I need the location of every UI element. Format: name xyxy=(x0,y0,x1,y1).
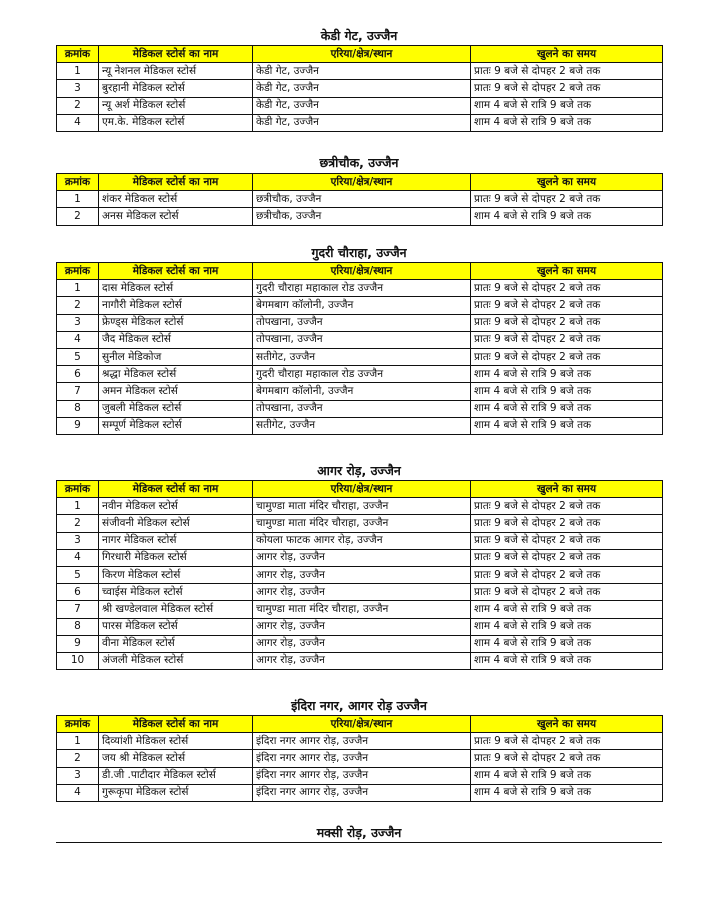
header-time: खुलने का समय xyxy=(471,716,663,733)
cell-time: प्रातः 9 बजे से दोपहर 2 बजे तक xyxy=(471,584,663,601)
cell-time: प्रातः 9 बजे से दोपहर 2 बजे तक xyxy=(471,63,663,80)
cell-area: आगर रोड़, उज्जैन xyxy=(253,618,471,635)
cell-time: प्रातः 9 बजे से दोपहर 2 बजे तक xyxy=(471,549,663,566)
cell-time: प्रातः 9 बजे से दोपहर 2 बजे तक xyxy=(471,80,663,97)
cell-serial: 10 xyxy=(57,652,99,669)
cell-time: शाम 4 बजे से रात्रि 9 बजे तक xyxy=(471,618,663,635)
cell-serial: 6 xyxy=(57,366,99,383)
cell-area: चामुण्डा माता मंदिर चौराहा, उज्जैन xyxy=(253,601,471,618)
cell-time: प्रातः 9 बजे से दोपहर 2 बजे तक xyxy=(471,297,663,314)
cell-serial: 9 xyxy=(57,417,99,434)
table-row xyxy=(57,566,663,583)
cell-serial: 4 xyxy=(57,331,99,348)
cell-store-name: एम.के. मेडिकल स्टोर्स xyxy=(99,114,253,131)
table-row xyxy=(57,114,663,131)
cell-store-name: सम्पूर्ण मेडिकल स्टोर्स xyxy=(99,417,253,434)
cell-time: प्रातः 9 बजे से दोपहर 2 बजे तक xyxy=(471,566,663,583)
cell-time: शाम 4 बजे से रात्रि 9 बजे तक xyxy=(471,652,663,669)
cell-store-name: किरण मेडिकल स्टोर्स xyxy=(99,566,253,583)
header-serial: क्रमांक xyxy=(57,716,99,733)
cell-area: इंदिरा नगर आगर रोड़, उज्जैन xyxy=(253,733,471,750)
header-name: मेडिकल स्टोर्स का नाम xyxy=(99,716,253,733)
cell-area: चामुण्डा माता मंदिर चौराहा, उज्जैन xyxy=(253,498,471,515)
cell-area: केडी गेट, उज्जैन xyxy=(253,63,471,80)
cell-area: बेगमबाग कॉलोनी, उज्जैन xyxy=(253,383,471,400)
cell-area: इंदिरा नगर आगर रोड़, उज्जैन xyxy=(253,784,471,801)
section-title: इंदिरा नगर, आगर रोड़ उज्जैन xyxy=(291,698,427,713)
cell-time: शाम 4 बजे से रात्रि 9 बजे तक xyxy=(471,784,663,801)
table-row xyxy=(57,417,663,434)
cell-store-name: दिव्यांशी मेडिकल स्टोर्स xyxy=(99,733,253,750)
cell-area: गुदरी चौराहा महाकाल रोड उज्जैन xyxy=(253,280,471,297)
table-row xyxy=(57,784,663,801)
cell-serial: 2 xyxy=(57,208,99,225)
cell-store-name: श्रद्धा मेडिकल स्टोर्स xyxy=(99,366,253,383)
cell-serial: 4 xyxy=(57,784,99,801)
stores-table xyxy=(56,715,663,802)
cell-area: छत्रीचौक, उज्जैन xyxy=(253,208,471,225)
cell-time: शाम 4 बजे से रात्रि 9 बजे तक xyxy=(471,366,663,383)
cell-store-name: शंकर मेडिकल स्टोर्स xyxy=(99,191,253,208)
table-row xyxy=(57,63,663,80)
table-row xyxy=(57,80,663,97)
cell-store-name: वीना मेडिकल स्टोर्स xyxy=(99,635,253,652)
stores-table xyxy=(56,45,663,132)
table-row xyxy=(57,314,663,331)
cell-store-name: नागौरी मेडिकल स्टोर्स xyxy=(99,297,253,314)
cell-area: केडी गेट, उज्जैन xyxy=(253,97,471,114)
header-time: खुलने का समय xyxy=(471,46,663,63)
cell-time: प्रातः 9 बजे से दोपहर 2 बजे तक xyxy=(471,280,663,297)
cell-time: प्रातः 9 बजे से दोपहर 2 बजे तक xyxy=(471,191,663,208)
cell-area: चामुण्डा माता मंदिर चौराहा, उज्जैन xyxy=(253,515,471,532)
header-serial: क्रमांक xyxy=(57,46,99,63)
cell-serial: 8 xyxy=(57,400,99,417)
cell-time: शाम 4 बजे से रात्रि 9 बजे तक xyxy=(471,97,663,114)
cell-store-name: जय श्री मेडिकल स्टोर्स xyxy=(99,750,253,767)
table-header-row xyxy=(57,263,663,280)
table-row xyxy=(57,750,663,767)
cell-area: केडी गेट, उज्जैन xyxy=(253,114,471,131)
cell-area: इंदिरा नगर आगर रोड़, उज्जैन xyxy=(253,750,471,767)
cell-area: तोपखाना, उज्जैन xyxy=(253,331,471,348)
cell-store-name: बुरहानी मेडिकल स्टोर्स xyxy=(99,80,253,97)
cell-store-name: न्यू नेशनल मेडिकल स्टोर्स xyxy=(99,63,253,80)
header-area: एरिया/क्षेत्र/स्थान xyxy=(253,481,471,498)
cell-area: गुदरी चौराहा महाकाल रोड उज्जैन xyxy=(253,366,471,383)
cell-serial: 2 xyxy=(57,297,99,314)
table-row xyxy=(57,652,663,669)
cell-serial: 5 xyxy=(57,566,99,583)
table-header-row xyxy=(57,174,663,191)
table-row xyxy=(57,97,663,114)
table-header-row xyxy=(57,716,663,733)
cell-serial: 7 xyxy=(57,383,99,400)
cell-time: प्रातः 9 बजे से दोपहर 2 बजे तक xyxy=(471,498,663,515)
cell-time: शाम 4 बजे से रात्रि 9 बजे तक xyxy=(471,767,663,784)
cell-area: बेगमबाग कॉलोनी, उज्जैन xyxy=(253,297,471,314)
cell-serial: 1 xyxy=(57,733,99,750)
stores-table xyxy=(56,480,663,670)
header-time: खुलने का समय xyxy=(471,174,663,191)
table-row xyxy=(57,208,663,225)
cell-time: प्रातः 9 बजे से दोपहर 2 बजे तक xyxy=(471,733,663,750)
header-time: खुलने का समय xyxy=(471,263,663,280)
cell-time: शाम 4 बजे से रात्रि 9 बजे तक xyxy=(471,208,663,225)
table-row xyxy=(57,297,663,314)
cell-store-name: गुरूकृपा मेडिकल स्टोर्स xyxy=(99,784,253,801)
cell-area: सतीगेट, उज्जैन xyxy=(253,348,471,365)
cell-time: शाम 4 बजे से रात्रि 9 बजे तक xyxy=(471,601,663,618)
cell-store-name: जुबली मेडिकल स्टोर्स xyxy=(99,400,253,417)
table-row xyxy=(57,635,663,652)
table-row xyxy=(57,366,663,383)
cell-time: शाम 4 बजे से रात्रि 9 बजे तक xyxy=(471,114,663,131)
cell-store-name: फ्रेण्ड्स मेडिकल स्टोर्स xyxy=(99,314,253,331)
table-header-row xyxy=(57,46,663,63)
table-row xyxy=(57,515,663,532)
cell-serial: 1 xyxy=(57,191,99,208)
cell-serial: 1 xyxy=(57,63,99,80)
cell-store-name: पारस मेडिकल स्टोर्स xyxy=(99,618,253,635)
cell-store-name: श्री खण्डेलवाल मेडिकल स्टोर्स xyxy=(99,601,253,618)
table-row xyxy=(57,618,663,635)
cell-serial: 4 xyxy=(57,549,99,566)
stores-table xyxy=(56,173,663,226)
cell-serial: 4 xyxy=(57,114,99,131)
table-row xyxy=(57,348,663,365)
cell-time: शाम 4 बजे से रात्रि 9 बजे तक xyxy=(471,400,663,417)
section-title: गुदरी चौराहा, उज्जैन xyxy=(311,245,407,260)
cell-serial: 5 xyxy=(57,348,99,365)
header-area: एरिया/क्षेत्र/स्थान xyxy=(253,46,471,63)
header-name: मेडिकल स्टोर्स का नाम xyxy=(99,174,253,191)
cell-area: तोपखाना, उज्जैन xyxy=(253,400,471,417)
cell-serial: 3 xyxy=(57,80,99,97)
cell-time: प्रातः 9 बजे से दोपहर 2 बजे तक xyxy=(471,331,663,348)
cell-time: शाम 4 बजे से रात्रि 9 बजे तक xyxy=(471,383,663,400)
header-name: मेडिकल स्टोर्स का नाम xyxy=(99,263,253,280)
cell-area: तोपखाना, उज्जैन xyxy=(253,314,471,331)
divider-line xyxy=(56,842,662,843)
cell-serial: 8 xyxy=(57,618,99,635)
cell-serial: 3 xyxy=(57,767,99,784)
cell-serial: 9 xyxy=(57,635,99,652)
cell-store-name: नागर मेडिकल स्टोर्स xyxy=(99,532,253,549)
cell-time: प्रातः 9 बजे से दोपहर 2 बजे तक xyxy=(471,314,663,331)
header-serial: क्रमांक xyxy=(57,481,99,498)
header-area: एरिया/क्षेत्र/स्थान xyxy=(253,174,471,191)
section-title: केडी गेट, उज्जैन xyxy=(320,28,398,43)
table-row xyxy=(57,400,663,417)
section-title: आगर रोड़, उज्जैन xyxy=(317,463,401,478)
table-row xyxy=(57,733,663,750)
cell-area: कोयला फाटक आगर रोड़, उज्जैन xyxy=(253,532,471,549)
cell-serial: 3 xyxy=(57,532,99,549)
cell-serial: 2 xyxy=(57,97,99,114)
cell-time: प्रातः 9 बजे से दोपहर 2 बजे तक xyxy=(471,348,663,365)
cell-time: प्रातः 9 बजे से दोपहर 2 बजे तक xyxy=(471,750,663,767)
header-name: मेडिकल स्टोर्स का नाम xyxy=(99,481,253,498)
cell-time: प्रातः 9 बजे से दोपहर 2 बजे तक xyxy=(471,532,663,549)
cell-serial: 7 xyxy=(57,601,99,618)
cell-serial: 6 xyxy=(57,584,99,601)
table-row xyxy=(57,767,663,784)
table-row xyxy=(57,383,663,400)
cell-area: आगर रोड़, उज्जैन xyxy=(253,549,471,566)
footer-section-title: मक्सी रोड़, उज्जैन xyxy=(316,825,402,840)
stores-table xyxy=(56,262,663,435)
cell-store-name: अमन मेडिकल स्टोर्स xyxy=(99,383,253,400)
cell-store-name: दास मेडिकल स्टोर्स xyxy=(99,280,253,297)
cell-area: इंदिरा नगर आगर रोड़, उज्जैन xyxy=(253,767,471,784)
table-row xyxy=(57,601,663,618)
cell-area: आगर रोड़, उज्जैन xyxy=(253,566,471,583)
section-title: छत्रीचौक, उज्जैन xyxy=(319,155,399,170)
cell-store-name: संजीवनी मेडिकल स्टोर्स xyxy=(99,515,253,532)
header-name: मेडिकल स्टोर्स का नाम xyxy=(99,46,253,63)
table-row xyxy=(57,331,663,348)
cell-serial: 1 xyxy=(57,280,99,297)
cell-area: आगर रोड़, उज्जैन xyxy=(253,635,471,652)
cell-store-name: न्यू अर्श मेडिकल स्टोर्स xyxy=(99,97,253,114)
header-serial: क्रमांक xyxy=(57,263,99,280)
table-header-row xyxy=(57,481,663,498)
table-row xyxy=(57,280,663,297)
table-row xyxy=(57,584,663,601)
cell-store-name: नवीन मेडिकल स्टोर्स xyxy=(99,498,253,515)
table-row xyxy=(57,532,663,549)
header-serial: क्रमांक xyxy=(57,174,99,191)
cell-time: शाम 4 बजे से रात्रि 9 बजे तक xyxy=(471,417,663,434)
table-row xyxy=(57,549,663,566)
cell-time: शाम 4 बजे से रात्रि 9 बजे तक xyxy=(471,635,663,652)
header-area: एरिया/क्षेत्र/स्थान xyxy=(253,716,471,733)
cell-store-name: गिरधारी मेडिकल स्टोर्स xyxy=(99,549,253,566)
header-time: खुलने का समय xyxy=(471,481,663,498)
cell-area: छत्रीचौक, उज्जैन xyxy=(253,191,471,208)
cell-store-name: डी.जी .पाटीदार मेडिकल स्टोर्स xyxy=(99,767,253,784)
cell-store-name: सुनील मेडिकोज xyxy=(99,348,253,365)
cell-serial: 3 xyxy=(57,314,99,331)
cell-store-name: अनस मेडिकल स्टोर्स xyxy=(99,208,253,225)
table-row xyxy=(57,498,663,515)
cell-serial: 1 xyxy=(57,498,99,515)
table-row xyxy=(57,191,663,208)
cell-store-name: जैद मेडिकल स्टोर्स xyxy=(99,331,253,348)
cell-store-name: च्वाईस मेडिकल स्टोर्स xyxy=(99,584,253,601)
cell-area: आगर रोड़, उज्जैन xyxy=(253,584,471,601)
cell-store-name: अंजली मेडिकल स्टोर्स xyxy=(99,652,253,669)
cell-serial: 2 xyxy=(57,750,99,767)
cell-time: प्रातः 9 बजे से दोपहर 2 बजे तक xyxy=(471,515,663,532)
cell-area: केडी गेट, उज्जैन xyxy=(253,80,471,97)
cell-serial: 2 xyxy=(57,515,99,532)
cell-area: सतीगेट, उज्जैन xyxy=(253,417,471,434)
header-area: एरिया/क्षेत्र/स्थान xyxy=(253,263,471,280)
cell-area: आगर रोड़, उज्जैन xyxy=(253,652,471,669)
